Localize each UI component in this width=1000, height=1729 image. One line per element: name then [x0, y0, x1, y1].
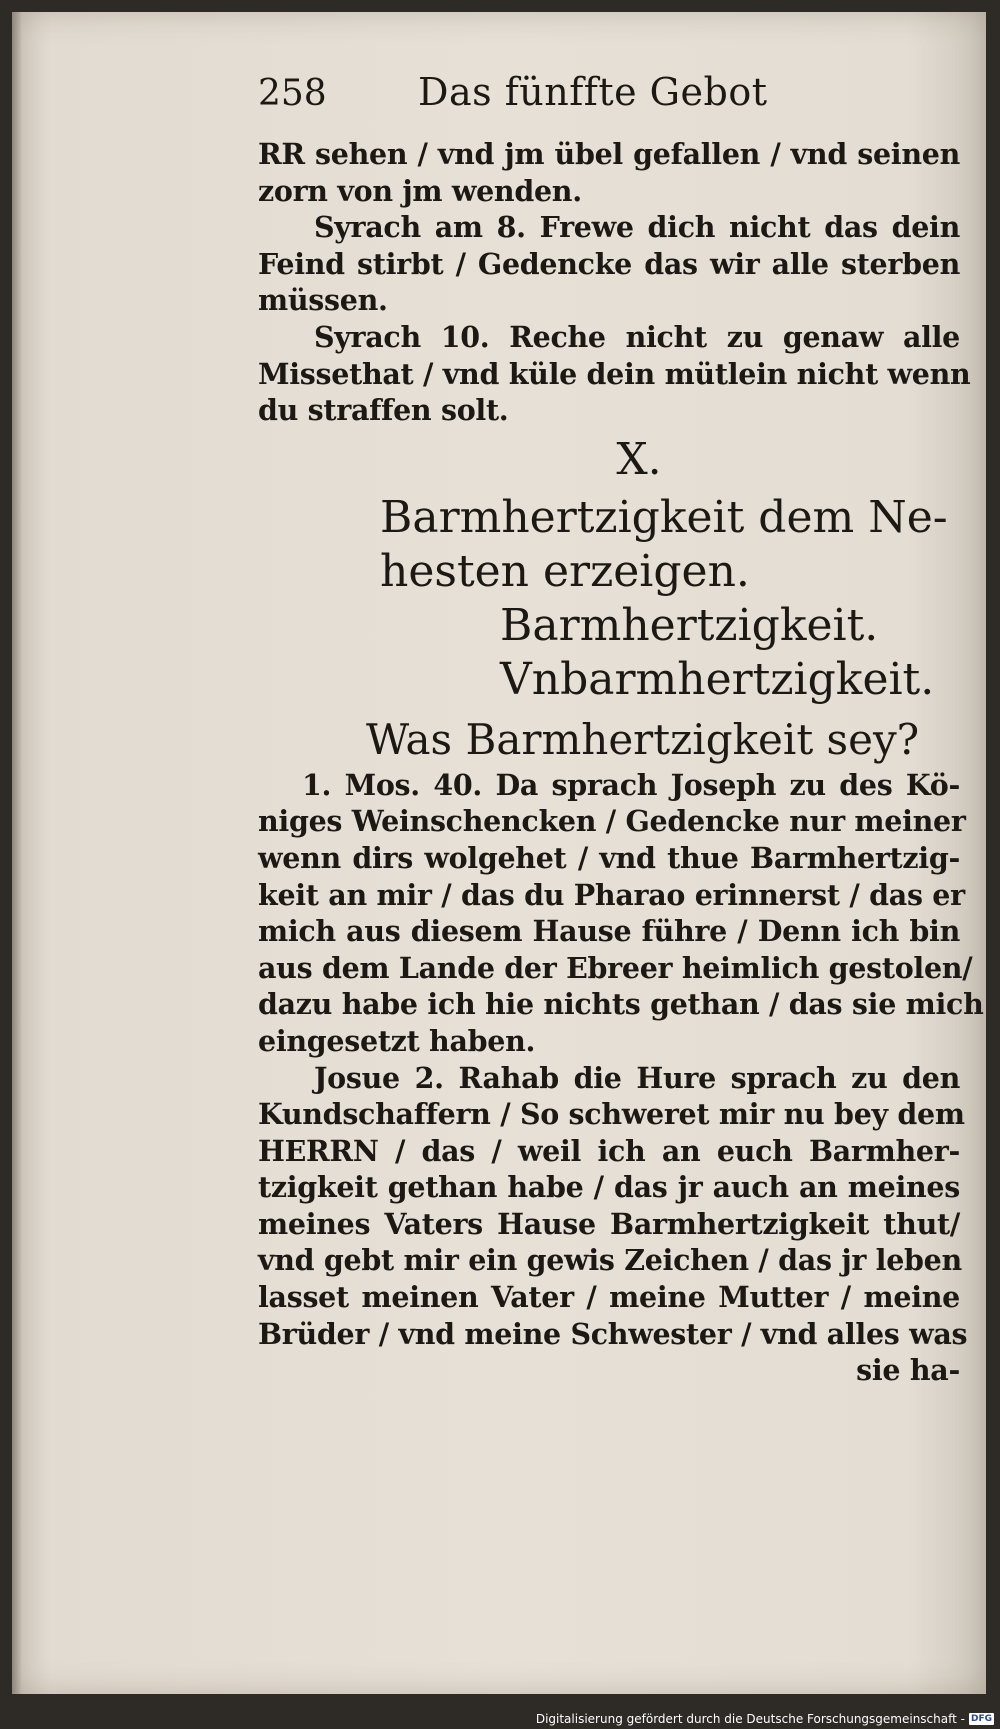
- text-line: Kundschaffern / So schweret mir nu bey dem: [258, 1097, 965, 1132]
- text-line: Syrach am 8. Frewe dich nicht das dein: [314, 210, 960, 245]
- text-line: wenn dirs wolgehet / vnd thue Barmhertzig-: [258, 840, 960, 875]
- text-line: Brüder / vnd meine Schwester / vnd alles was: [258, 1316, 968, 1351]
- text-line: Feind stirbt / Gedencke das wir alle sterben: [258, 246, 960, 281]
- text-line: Missethat / vnd küle dein mütlein nicht wenn: [258, 356, 971, 391]
- text-line: keit an mir / das du Pharao erinnerst / das er: [258, 877, 965, 912]
- section-subtitle: Vnbarmhertzigkeit.: [500, 653, 935, 705]
- page-gutter-shadow: [12, 12, 22, 1694]
- question-heading: Was Barmhertzigkeit sey?: [366, 714, 920, 764]
- text-line: RR sehen / vnd jm übel gefallen / vnd seinen: [258, 137, 960, 171]
- section-subtitle: Barmhertzigkeit.: [500, 599, 879, 651]
- dfg-logo-icon: DFG: [970, 1714, 992, 1724]
- text-line: Josue 2. Rahab die Hure sprach zu den: [314, 1060, 960, 1095]
- text-line: niges Weinschencken / Gedencke nur meiner: [258, 804, 966, 839]
- text-line: tzigkeit gethan habe / das jr auch an meines: [258, 1170, 960, 1205]
- credit-text: Digitalisierung gefördert durch die Deutsche Forschungsgemeinschaft -: [535, 1712, 965, 1726]
- running-head: Das fünffte Gebot: [418, 70, 768, 114]
- text-line: HERRN / das / weil ich an euch Barmher-: [258, 1133, 960, 1168]
- page-text-block: [258, 70, 984, 1389]
- section-title-line: Barmhertzigkeit dem Ne-: [380, 491, 948, 543]
- text-line: meines Vaters Hause Barmhertzigkeit thut/: [258, 1206, 960, 1241]
- text-line: dazu habe ich hie nichts gethan / das sie mich: [258, 987, 984, 1022]
- section-number: X.: [616, 433, 662, 485]
- catchword: sie ha-: [856, 1353, 960, 1388]
- text-line: vnd gebt mir ein gewis Zeichen / das jr leben: [258, 1243, 962, 1278]
- digitization-credit: [536, 1712, 994, 1726]
- text-line: lasset meinen Vater / meine Mutter / meine: [258, 1280, 960, 1315]
- text-line: eingesetzt haben.: [258, 1023, 536, 1058]
- section-title-line: hesten erzeigen.: [380, 545, 750, 597]
- text-line: mich aus diesem Hause führe / Denn ich bin: [258, 914, 960, 949]
- text-line: Syrach 10. Reche nicht zu genaw alle: [314, 319, 960, 354]
- page-header: [258, 70, 960, 136]
- page-number: 258: [258, 73, 327, 114]
- text-line: müssen.: [258, 283, 388, 318]
- text-line: aus dem Lande der Ebreer heimlich gestolen/: [258, 950, 973, 985]
- text-line: zorn von jm wenden.: [258, 173, 582, 208]
- text-line: 1. Mos. 40. Da sprach Joseph zu des Kö-: [302, 767, 960, 802]
- text-line: du straffen solt.: [258, 393, 509, 428]
